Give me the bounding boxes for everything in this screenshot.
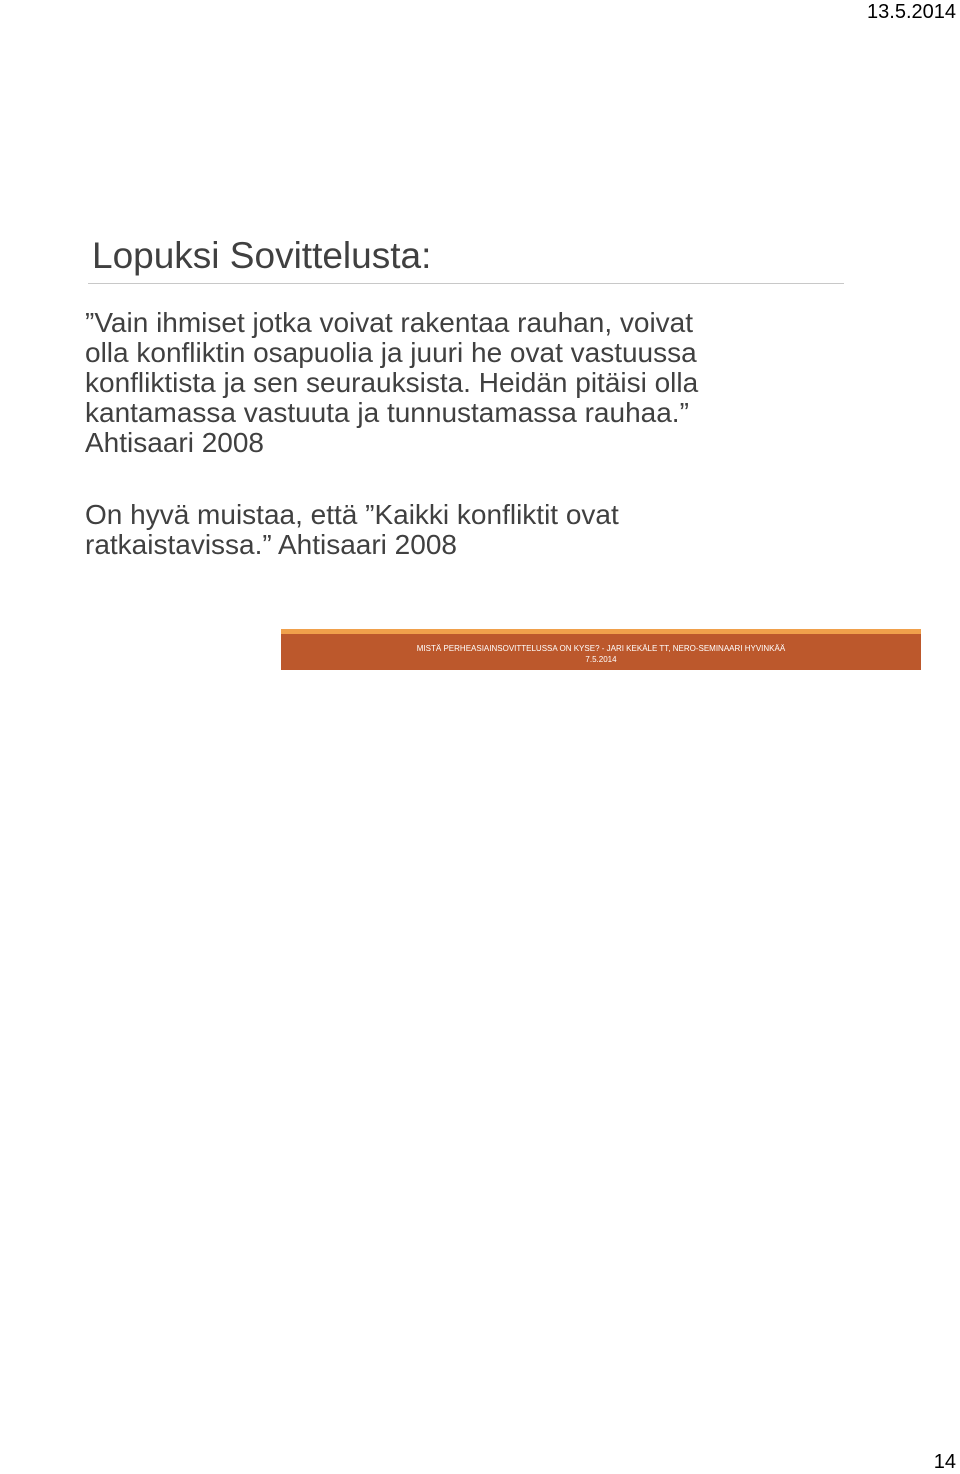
footer-text: MISTÄ PERHEASIAINSOVITTELUSSA ON KYSE? - JARI KEKÄLE TT, NERO-SEMINAARI HYVINKÄÄ <box>416 644 786 653</box>
second-quote-line: On hyvä muistaa, että ”Kaikki konfliktit ovat <box>85 499 619 530</box>
quote-line: ”Vain ihmiset jotka voivat rakentaa rauhan, voivat <box>85 307 694 338</box>
slide-title: Lopuksi Sovittelusta: <box>92 235 432 276</box>
quote-line: olla konfliktin osapuolia ja juuri he ovat vastuussa <box>85 337 697 368</box>
quote-attribution: Ahtisaari 2008 <box>85 427 265 458</box>
footer-date: 7.5.2014 <box>585 655 617 664</box>
title-divider <box>88 283 844 284</box>
quote-line: konfliktista ja sen seurauksista. Heidän pitäisi olla <box>85 367 699 398</box>
quote-line: kantamassa vastuuta ja tunnustamassa rauhaa.” <box>85 397 689 428</box>
slide-footer <box>281 634 921 670</box>
page-number: 14 <box>933 1451 956 1473</box>
slide-body <box>85 308 805 560</box>
second-quote-line: ratkaistavissa.” Ahtisaari 2008 <box>85 529 457 560</box>
header-date: 13.5.2014 <box>867 1 956 23</box>
paragraph-gap <box>85 458 805 500</box>
